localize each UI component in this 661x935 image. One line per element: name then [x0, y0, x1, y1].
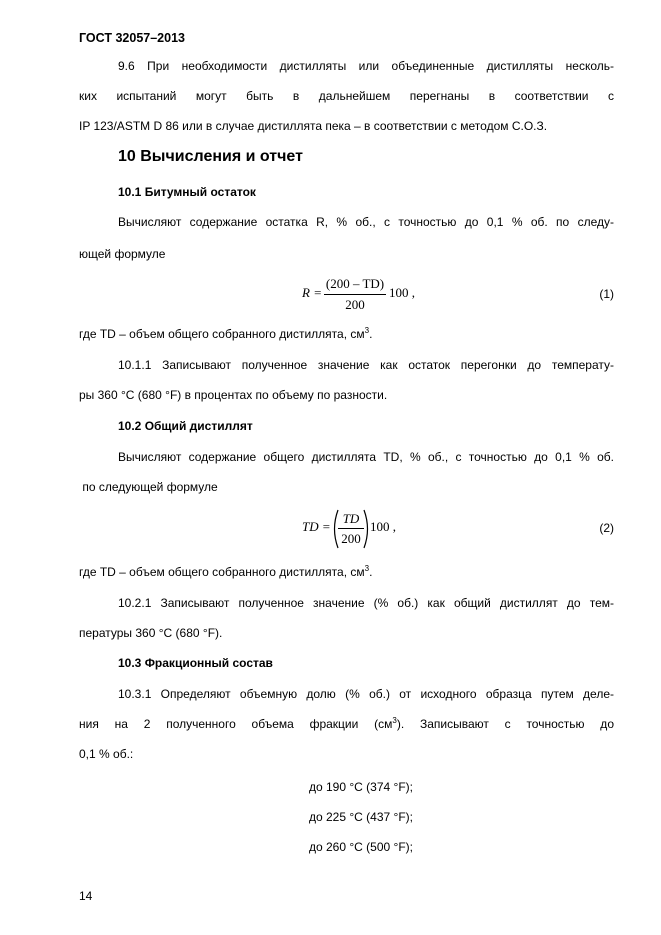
- para-10-3-1-line1: 10.3.1 Определяют объемную долю (% об.) от исходного образца путем деле-: [118, 687, 614, 701]
- document-header: ГОСТ 32057–2013: [79, 31, 185, 45]
- formula-1-lhs: R =: [302, 285, 322, 300]
- para-10-1-line1: Вычисляют содержание остатка R, % об., с точностью до 0,1 % об. по следу-: [118, 215, 614, 229]
- para-10-2-1-line2: пературы 360 °С (680 °F).: [79, 626, 223, 640]
- subsection-10-3-title: 10.3 Фракционный состав: [118, 656, 273, 670]
- section-10-title: 10 Вычисления и отчет: [118, 148, 303, 165]
- para-10-3-1-line3: 0,1 % об.:: [79, 747, 134, 761]
- formula-2-denominator: 200: [341, 531, 361, 546]
- fraction-list-item: до 260 °С (500 °F);: [309, 840, 413, 854]
- formula-1-fraction-line: [324, 294, 386, 295]
- para-10-3-1-line2: ния на 2 полученного объема фракции $(см^3)$. Записывают с точностью до: [79, 716, 614, 731]
- formula-1-factor: 100 ,: [389, 285, 415, 300]
- para-9-6-line1: 9.6 При необходимости дистилляты или объединенные дистилляты несколь-: [118, 59, 614, 73]
- formula-1-where: где TD – объем общего собранного дистиллята, $см^3$.: [79, 326, 373, 341]
- page-number: 14: [79, 889, 93, 903]
- para-10-2-1-line1: 10.2.1 Записывают полученное значение (% об.) как общий дистиллят до тем-: [118, 596, 614, 610]
- para-10-2-line2: по следующей формуле: [79, 480, 218, 494]
- formula-2-factor: 100 ,: [370, 519, 396, 534]
- formula-2-number: (2): [599, 521, 614, 535]
- formula-2-lhs: TD =: [302, 519, 331, 534]
- formula-2-fraction-line: [338, 528, 364, 529]
- para-9-6-line3: IP 123/ASTM D 86 или в случае дистиллята пека – в соответствии с методом С.О.З.: [79, 119, 548, 133]
- formula-1-number: (1): [599, 287, 614, 301]
- subsection-10-1-title: 10.1 Битумный остаток: [118, 185, 256, 199]
- formula-1-numerator: (200 – TD): [325, 276, 385, 291]
- fraction-list-item: до 190 °С (374 °F);: [309, 780, 413, 794]
- para-9-6-line2: ких испытаний могут быть в дальнейшем перегнаны в соответствии с: [79, 89, 614, 103]
- formula-1-denominator: 200: [345, 297, 365, 312]
- para-10-1-1-line2: ры 360 °С (680 °F) в процентах по объему по разности.: [79, 388, 388, 402]
- para-10-1-line2: ющей формуле: [79, 247, 166, 261]
- subsection-10-2-title: 10.2 Общий дистиллят: [118, 419, 253, 433]
- formula-2-numerator: TD: [342, 511, 360, 526]
- para-10-2-line1: Вычисляют содержание общего дистиллята TD, % об., с точностью до 0,1 % об.: [118, 450, 614, 464]
- fraction-list-item: до 225 °С (437 °F);: [309, 810, 413, 824]
- para-10-1-1-line1: 10.1.1 Записывают полученное значение как остаток перегонки до температу-: [118, 358, 614, 372]
- formula-2-where: где TD – объем общего собранного дистиллята, $см^3$.: [79, 564, 373, 579]
